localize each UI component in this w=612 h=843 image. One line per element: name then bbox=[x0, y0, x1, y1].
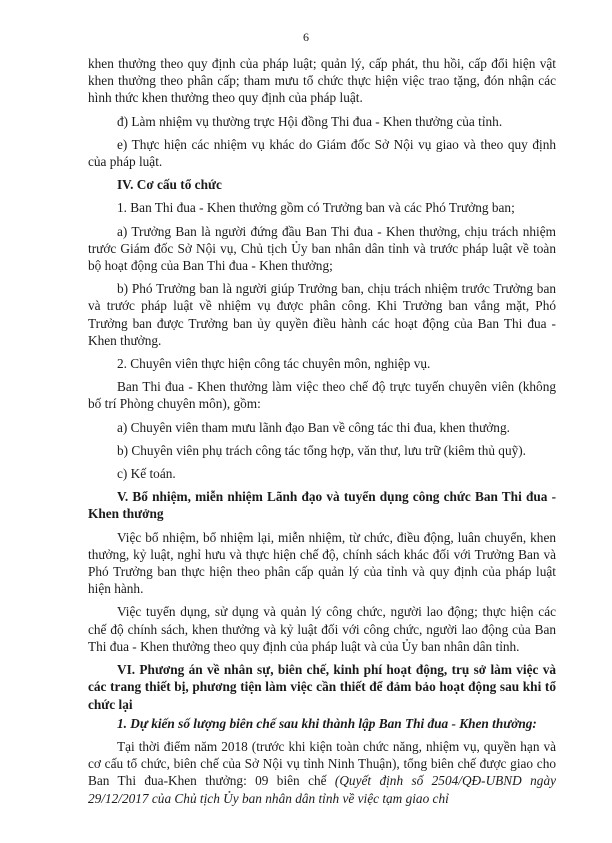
document-body bbox=[88, 55, 556, 813]
paragraph-text: Tại thời điểm năm 2018 (trước khi kiện toàn chức năng, nhiệm vụ, quyền hạn và cơ cấu tổ chức, biên chế của Sở Nội vụ tỉnh Ninh Thuận), tổng biên chế được giao cho Ban Thi đua-Khen thưởng: 09 biên chế bbox=[88, 738, 556, 789]
paragraph: a) Chuyên viên tham mưu lãnh đạo Ban về công tác thi đua, khen thưởng. bbox=[117, 419, 510, 435]
paragraph: b) Phó Trưởng ban là người giúp Trưởng ban, chịu trách nhiệm trước Trưởng ban và trước pháp luật về nhiệm vụ được phân công. Khi Trưởng ban vắng mặt, Phó Trưởng ban được Trưởng ban ủy quyền điều hành các hoạt động của Ban Thi đua - Khen thưởng. bbox=[88, 281, 556, 348]
paragraph: Việc tuyển dụng, sử dụng và quản lý công chức, người lao động; thực hiện các chế độ chính sách, khen thưởng và kỷ luật đối với công chức, người lao động của Ban Thi đua - Khen thưởng theo quy định của pháp luật và của Ủy ban nhân dân tỉnh. bbox=[88, 604, 556, 654]
section-heading: V. Bổ nhiệm, miễn nhiệm Lãnh đạo và tuyển dụng công chức Ban Thi đua - Khen thưởng bbox=[88, 489, 556, 522]
section-heading: IV. Cơ cấu tổ chức bbox=[117, 177, 222, 193]
paragraph bbox=[88, 738, 556, 807]
paragraph: 1. Ban Thi đua - Khen thưởng gồm có Trưởng ban và các Phó Trưởng ban; bbox=[117, 200, 515, 216]
paragraph: 2. Chuyên viên thực hiện công tác chuyên môn, nghiệp vụ. bbox=[117, 356, 431, 372]
section-heading: VI. Phương án về nhân sự, biên chế, kinh phí hoạt động, trụ sở làm việc và các trang thiết bị, phương tiện làm việc cần thiết để đảm bảo hoạt động sau khi tổ chức lại bbox=[88, 662, 556, 712]
citation-text: (Quyết định số 2504/QĐ-UBND ngày 29/12/2017 của Chủ tịch Ủy ban nhân dân tỉnh về việc tạm giao chỉ bbox=[88, 773, 557, 806]
page-number: 6 bbox=[303, 30, 309, 44]
paragraph: c) Kế toán. bbox=[117, 466, 176, 482]
paragraph: e) Thực hiện các nhiệm vụ khác do Giám đốc Sở Nội vụ giao và theo quy định của pháp luật. bbox=[88, 136, 556, 170]
paragraph: Việc bổ nhiệm, bổ nhiệm lại, miễn nhiệm, từ chức, điều động, luân chuyển, khen thưởng, kỷ luật, nghỉ hưu và thực hiện chế độ, chính sách khác đối với Trưởng Ban và Phó Trưởng ban thực hiện theo phân cấp quản lý của tỉnh và quy định của pháp luật hiện hành. bbox=[88, 529, 556, 597]
paragraph: Ban Thi đua - Khen thưởng làm việc theo chế độ trực tuyến chuyên viên (không bố trí Phòng chuyên môn), gồm: bbox=[88, 379, 556, 412]
paragraph: đ) Làm nhiệm vụ thường trực Hội đồng Thi đua - Khen thưởng của tỉnh. bbox=[117, 113, 503, 129]
paragraph: a) Trưởng Ban là người đứng đầu Ban Thi đua - Khen thưởng, chịu trách nhiệm trước Giám đốc Sở Nội vụ, Chủ tịch Ủy ban nhân dân tỉnh và trước pháp luật về toàn bộ hoạt động của Ban Thi đua - Khen thưởng; bbox=[88, 223, 556, 274]
paragraph: b) Chuyên viên phụ trách công tác tổng hợp, văn thư, lưu trữ (kiêm thủ quỹ). bbox=[117, 442, 527, 458]
subsection-heading: 1. Dự kiến số lượng biên chế sau khi thành lập Ban Thi đua - Khen thưởng: bbox=[117, 715, 537, 731]
paragraph: khen thưởng theo quy định của pháp luật; quản lý, cấp phát, thu hồi, cấp đổi hiện vật khen thưởng theo phân cấp; tham mưu tổ chức thực hiện việc trao tặng, đón nhận các hình thức khen thưởng theo quy định của pháp luật. bbox=[88, 56, 556, 106]
